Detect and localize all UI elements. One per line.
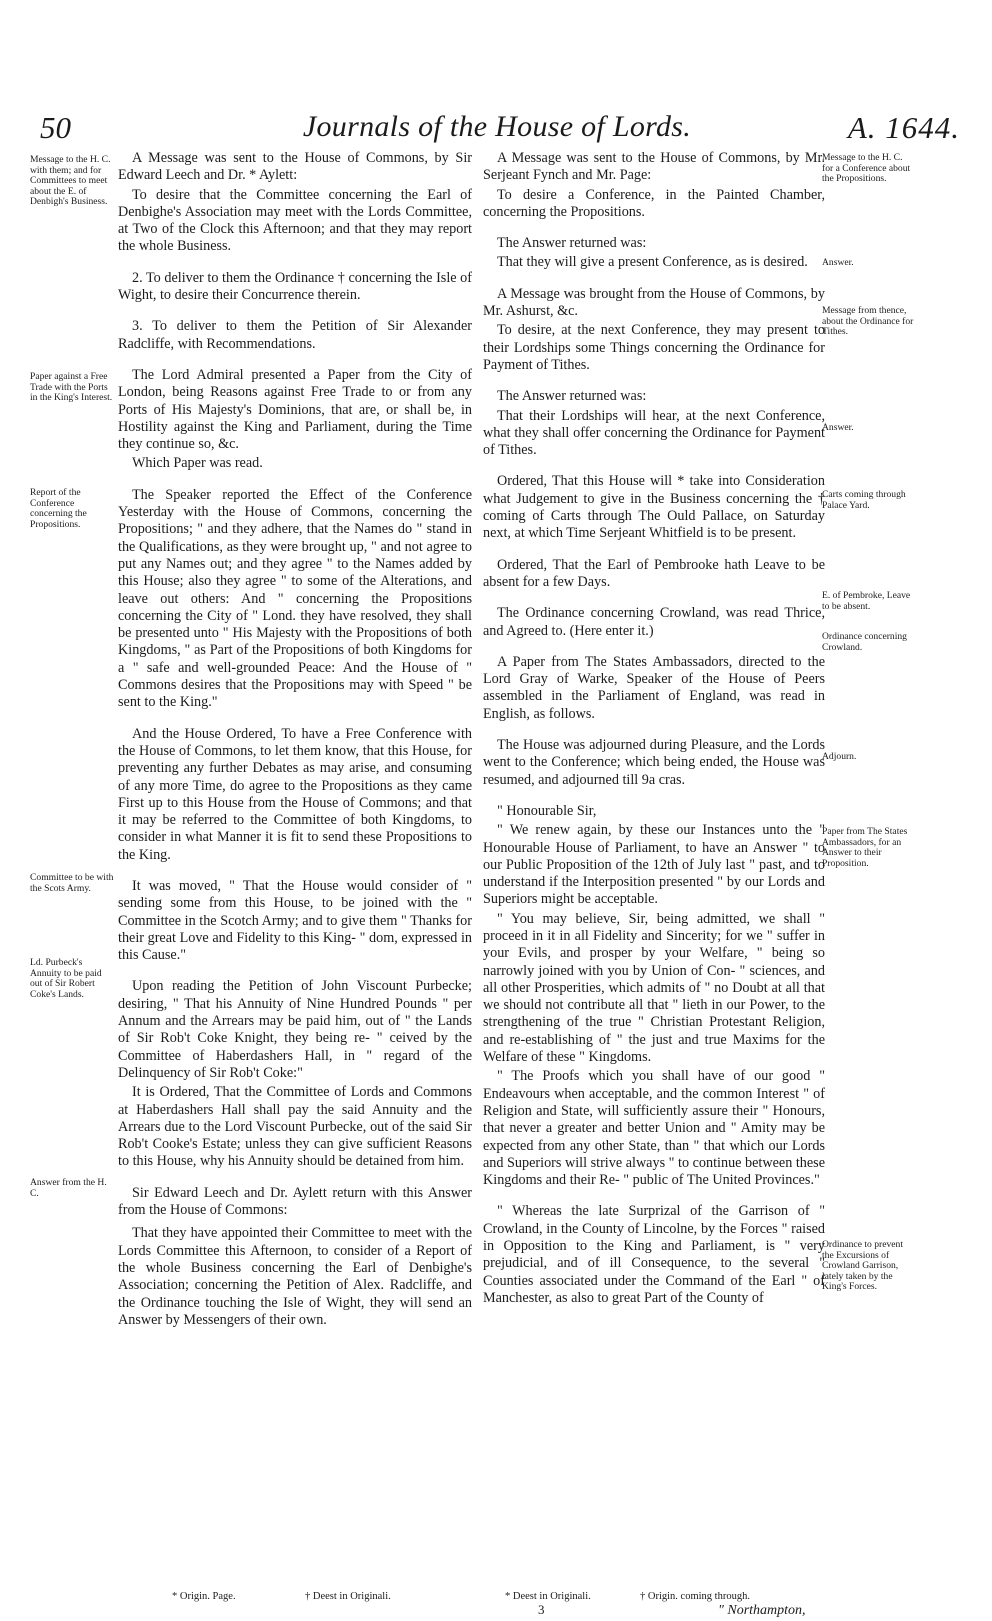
margin-note: E. of Pembroke, Leave to be absent. <box>822 590 911 612</box>
margin-note: Answer from the H. C. <box>30 1177 107 1199</box>
running-header <box>30 108 964 148</box>
margin-note: Report of the Conference concerning the Propositions. <box>30 487 87 530</box>
page-title: Journals of the House of Lords. <box>302 110 692 143</box>
margin-note: Ordinance concerning Crowland. <box>822 631 907 653</box>
paragraph: Which Paper was read. <box>132 455 263 472</box>
margin-note: Message to the H. C. for a Conference about the Propositions. <box>822 152 911 185</box>
paragraph: The Ordinance concerning Crowland, was read Thrice, and Agreed to. (Here enter it.) <box>483 605 825 639</box>
paragraph: That they will give a present Conference, as is desired. <box>497 254 808 271</box>
paragraph: 3. To deliver to them the Petition of Sir Alexander Radcliffe, with Recommendations. <box>118 318 472 352</box>
paragraph: It was moved, " That the House would consider of " sending some from this House, to be joined with the " Committee in the Scotch Army; and to give them " Thanks for their great Love and Fidelity to this King- " dom, expressed in this Cause." <box>118 877 472 964</box>
paragraph: A Message was sent to the House of Commons, by Sir Edward Leech and Dr. * Aylett: <box>118 150 472 184</box>
quoted-paragraph: " You may believe, Sir, being admitted, we shall " proceed in it in all Fidelity and Sincerity; for we " suffer in your Evils, and prosper by your Welfare, " being so narrowly joined with you by Union of Con- " sciences, and all other Prosperities, which admits of " no Doubt at all that we should not contribute all that " lieth in our Power, to the strengthening of the true " Christian Protestant Religion, and re-establishing of " the just and true Maxims for the Welfare of these " Kingdoms. <box>483 910 825 1066</box>
margin-note: Adjourn. <box>822 751 857 762</box>
paragraph: Upon reading the Petition of John Viscount Purbecke; desiring, " That his Annuity of Nine Hundred Pounds " per Annum and the Arrears may be paid him, out of " the Lands of Sir Rob't Coke Knight, they being re- " ceived by the Committee of Haberdashers Hall, in " regard of the Delinquency of Sir Rob't Coke:" <box>118 978 472 1081</box>
paragraph: To desire a Conference, in the Painted Chamber, concerning the Propositions. <box>483 186 825 220</box>
paragraph: The Answer returned was: <box>497 235 647 252</box>
margin-note: Answer. <box>822 422 854 433</box>
paragraph: That they have appointed their Committee to meet with the Lords Committee this Afternoon, to consider of a Report of the whole Business concerning the Earl of Denbighe's Association; concerning the Petition of Alex. Radcliffe, and the Ordinance touching the Isle of Wight, they will send an Answer by Messengers of their own. <box>118 1225 472 1328</box>
paragraph: It is Ordered, That the Committee of Lords and Commons at Haberdashers Hall shall pay the said Annuity and the Arrears due to the Lord Viscount Purbecke, out of the said Sir Rob't Cooke's Estate; unless they can give sufficient Reasons to this House, why his Annuity should be detained from him. <box>118 1084 472 1170</box>
margin-note: Answer. <box>822 257 854 268</box>
footnote: † Origin. coming through. <box>640 1591 750 1602</box>
paragraph: And the House Ordered, To have a Free Conference with the House of Commons, to let them know, that this House, for preventing any further Debates as may arise, and consuming of any more Time, do agree to the Propositions as they came First up to this House from the House of Commons; and that it may be referred to the Committee of both Kingdoms, to consider in what Manner it is fit to send these Propositions to the King. <box>118 725 472 863</box>
paragraph: 2. To deliver to them the Ordinance † concerning the Isle of Wight, to desire their Concurrence therein. <box>118 269 472 304</box>
paragraph: That their Lordships will hear, at the next Conference, what they shall offer concerning the Ordinance for Payment of Tithes. <box>483 407 825 459</box>
margin-note: Message to the H. C. with them; and for Committees to meet about the E. of Denbigh's Business. <box>30 154 111 208</box>
signature-mark: 3 <box>538 1602 545 1617</box>
left-column <box>118 150 472 1343</box>
page-number: 50 <box>40 110 71 145</box>
footnote: * Origin. Page. <box>172 1591 236 1602</box>
margin-note: Paper from The States Ambassadors, for an Answer to their Proposition. <box>822 826 908 869</box>
catchword: " Northampton, <box>718 1603 806 1618</box>
quoted-paragraph: " The Proofs which you shall have of our good " Endeavours when acceptable, and the common Interest " of Religion and State, will sufficiently assure their " Honours, that never a greater and better Union and " Amity may be expected from any other State, than " that which our Lords and Superiors will strive always " to continue between these Kingdoms and their Re- " public of The United Provinces." <box>483 1068 825 1189</box>
footnote: † Deest in Originali. <box>305 1591 391 1602</box>
quoted-paragraph: " We renew again, by these our Instances unto the " Honourable House of Parliament, to have an Answer " to our Public Proposition of the 12th of July last " past, and to understand if the Interposition presented " by our Lords and Superiors might be acceptable. <box>483 822 825 908</box>
quoted-paragraph: " Whereas the late Surprizal of the Garrison of " Crowland, in the County of Lincolne, by the Forces " raised in Opposition to the King and Parliament, is " very prejudicial, and of ill Consequence, to the several " Counties associated under the Command of the Earl " of Manchester, as also to great Part of the County of <box>483 1203 825 1306</box>
margin-note: Ordinance to prevent the Excursions of Crowland Garrison, lately taken by the King's Forces. <box>822 1239 903 1293</box>
paragraph: A Message was sent to the House of Commons, by Mr. Serjeant Fynch and Mr. Page: <box>483 150 825 184</box>
margin-note: Message from thence, about the Ordinance for Tithes. <box>822 305 914 338</box>
paragraph: Sir Edward Leech and Dr. Aylett return with this Answer from the House of Commons: <box>118 1184 472 1219</box>
margin-note: Paper against a Free Trade with the Ports in the King's Interest. <box>30 371 113 404</box>
year-heading: A. 1644. <box>847 110 960 145</box>
footnote: * Deest in Originali. <box>505 1591 591 1602</box>
paragraph: The Lord Admiral presented a Paper from the City of London, being Reasons against Free Trade to or from any Ports of His Majesty's Dominions, that are, or shall be, in Hostility against the King and Parliament, during the Time they continue so, &c. <box>118 366 472 453</box>
paragraph: A Paper from The States Ambassadors, directed to the Lord Gray of Warke, Speaker of the House of Peers assembled in the Parliament of England, was read in English, as follows. <box>483 653 825 722</box>
margin-note: Committee to be with the Scots Army. <box>30 872 114 894</box>
paragraph: " Honourable Sir, <box>497 802 597 819</box>
paragraph: To desire, at the next Conference, they may present to their Lordships some Things concerning the Ordinance for Payment of Tithes. <box>483 322 825 373</box>
paragraph: Ordered, That the Earl of Pembrooke hath Leave to be absent for a few Days. <box>483 556 825 590</box>
paragraph: Ordered, That this House will * take into Consideration what Judgement to give in the Business concerning the † coming of Carts through The Ould Pallace, on Saturday next, at which Time Serjeant Whitfield is to be present. <box>483 473 825 542</box>
margin-note: Carts coming through Palace Yard. <box>822 489 906 511</box>
margin-note: Ld. Purbeck's Annuity to be paid out of Sir Robert Coke's Lands. <box>30 957 102 1000</box>
paragraph: To desire that the Committee concerning the Earl of Denbighe's Association may meet with the Lords Committee, at Two of the Clock this Afternoon; and that they may report the whole Business. <box>118 186 472 255</box>
paragraph: The Answer returned was: <box>497 388 647 405</box>
paragraph: The Speaker reported the Effect of the Conference Yesterday with the House of Commons, concerning the Propositions; " and they adhere, that the Names do " stand in the Qualifications, as they were brought up, " and not agree to put any Names out; and they agree " to the Names added by this House; also they agree " to some of the Alterations, and leave out others: And " concerning the Propositions concerning the City of " Lond. they have resolved, they shall be presented unto " His Majesty with the Propositions of both Kingdoms, " as Part of the Propositions of both Kingdoms for a " safe and well-grounded Peace: And the House of " Commons desires that the Propositions may with Speed " be sent to the King." <box>118 486 472 711</box>
paragraph: The House was adjourned during Pleasure, and the Lords went to the Conference; which being ended, the House was resumed, and adjourned till 9a cras. <box>483 737 825 788</box>
paragraph: A Message was brought from the House of Commons, by Mr. Ashurst, &c. <box>483 285 825 320</box>
right-column <box>483 150 825 1321</box>
